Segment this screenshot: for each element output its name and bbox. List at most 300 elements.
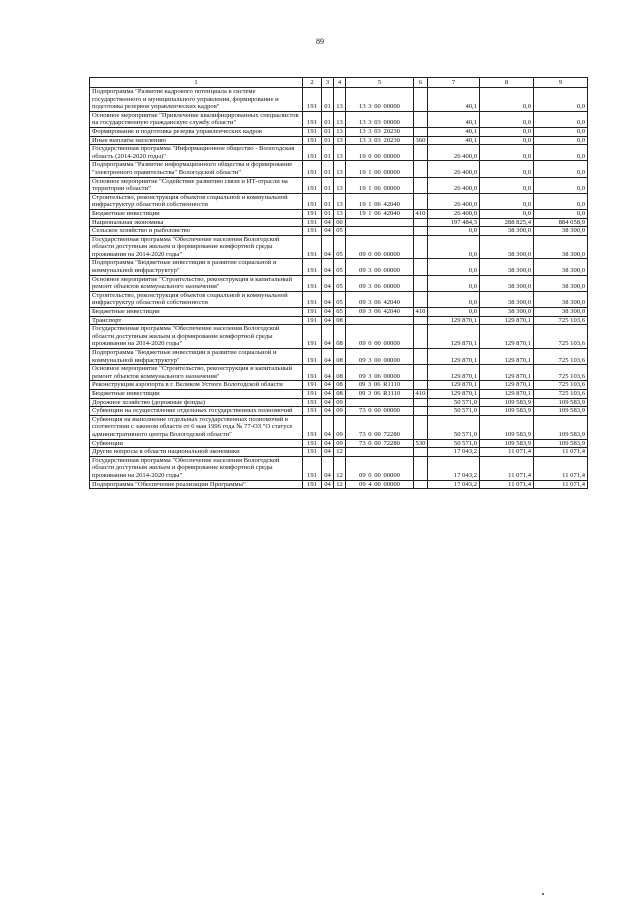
row-amount-2018: 0,0 <box>428 227 480 236</box>
row-amount-2020: 0,0 <box>534 209 588 218</box>
row-amount-2019: 11 071,4 <box>480 480 534 489</box>
row-name: Основное мероприятие "Строительство, реконструкция и капитальный ремонт объектов коммунального назначения" <box>90 275 303 291</box>
row-section: 01 <box>322 88 334 112</box>
table-row <box>90 161 588 177</box>
row-expense-type: 410 <box>414 389 428 398</box>
row-section: 01 <box>322 136 334 145</box>
table-row <box>90 193 588 209</box>
table-row <box>90 127 588 136</box>
row-subsection: 05 <box>334 235 346 259</box>
row-amount-2018: 129 870,1 <box>428 316 480 325</box>
row-expense-type <box>414 259 428 275</box>
row-amount-2020: 725 103,6 <box>534 365 588 381</box>
row-target-article <box>346 218 414 227</box>
row-grbs: 191 <box>303 308 322 317</box>
row-name: Иные выплаты населению <box>90 136 303 145</box>
row-amount-2018: 17 043,2 <box>428 456 480 480</box>
row-expense-type <box>414 381 428 390</box>
row-amount-2018: 0,0 <box>428 235 480 259</box>
table-row <box>90 398 588 407</box>
row-amount-2019: 109 583,9 <box>480 415 534 439</box>
row-amount-2020: 11 071,4 <box>534 480 588 489</box>
row-amount-2019: 38 300,0 <box>480 308 534 317</box>
row-name: Формирование и подготовка резерва управленческих кадров <box>90 127 303 136</box>
row-expense-type <box>414 127 428 136</box>
row-amount-2020: 0,0 <box>534 161 588 177</box>
row-amount-2018: 197 484,3 <box>428 218 480 227</box>
row-target-article: 09 0 00 00000 <box>346 235 414 259</box>
row-amount-2019: 129 870,1 <box>480 316 534 325</box>
row-amount-2019: 129 870,1 <box>480 349 534 365</box>
row-subsection: 05 <box>334 259 346 275</box>
row-amount-2018: 0,0 <box>428 308 480 317</box>
row-grbs: 191 <box>303 235 322 259</box>
table-row <box>90 177 588 193</box>
row-section: 04 <box>322 325 334 349</box>
row-amount-2019: 38 300,0 <box>480 259 534 275</box>
row-section: 04 <box>322 480 334 489</box>
table-row <box>90 235 588 259</box>
row-section: 04 <box>322 398 334 407</box>
row-name: Основное мероприятие "Содействие развитию связи и ИТ-отрасли на территории области" <box>90 177 303 193</box>
row-subsection: 12 <box>334 456 346 480</box>
row-target-article: 13 3 03 00000 <box>346 111 414 127</box>
row-name: Субвенция на выполнение отдельных государственных полномочий в соответствии с законом области от 6 мая 1996 года № 77-ОЗ "О статусе административного центра Вологодской области" <box>90 415 303 439</box>
row-target-article <box>346 227 414 236</box>
row-subsection: 05 <box>334 291 346 307</box>
row-target-article: 19 0 00 00000 <box>346 145 414 161</box>
row-expense-type <box>414 227 428 236</box>
row-amount-2018: 129 870,1 <box>428 325 480 349</box>
column-header: 3 <box>322 78 334 88</box>
row-amount-2019: 129 870,1 <box>480 389 534 398</box>
row-grbs: 191 <box>303 381 322 390</box>
row-amount-2018: 17 043,2 <box>428 448 480 457</box>
row-name: Государственная программа "Информационное общество - Вологодская область (2014-2020 годы)" <box>90 145 303 161</box>
row-subsection: 09 <box>334 439 346 448</box>
row-subsection: 08 <box>334 349 346 365</box>
row-name: Реконструкция аэропорта в г. Великом Устюге Вологодской области <box>90 381 303 390</box>
row-name: Государственная программа "Обеспечение населения Вологодской области доступным жильем и формирование комфортной среды проживания на 2014-2020 годы" <box>90 325 303 349</box>
row-subsection: 05 <box>334 227 346 236</box>
row-section: 04 <box>322 407 334 416</box>
row-subsection: 09 <box>334 407 346 416</box>
table-row <box>90 316 588 325</box>
row-expense-type <box>414 407 428 416</box>
row-amount-2018: 26 400,0 <box>428 145 480 161</box>
row-target-article: 09 3 06 42040 <box>346 308 414 317</box>
row-amount-2019: 0,0 <box>480 193 534 209</box>
row-amount-2020: 725 103,6 <box>534 349 588 365</box>
column-header: 5 <box>346 78 414 88</box>
row-section: 01 <box>322 209 334 218</box>
row-grbs: 191 <box>303 291 322 307</box>
row-amount-2020: 38 300,0 <box>534 227 588 236</box>
row-grbs: 191 <box>303 136 322 145</box>
row-amount-2020: 725 103,6 <box>534 389 588 398</box>
row-expense-type <box>414 161 428 177</box>
table-row <box>90 389 588 398</box>
row-amount-2019: 0,0 <box>480 209 534 218</box>
row-expense-type <box>414 325 428 349</box>
table-body <box>90 88 588 489</box>
row-grbs: 191 <box>303 145 322 161</box>
table-header-row <box>90 78 588 88</box>
row-amount-2020: 0,0 <box>534 136 588 145</box>
row-grbs: 191 <box>303 480 322 489</box>
row-amount-2018: 129 870,1 <box>428 381 480 390</box>
row-amount-2020: 109 583,9 <box>534 407 588 416</box>
row-name: Дорожное хозяйство (дорожные фонды) <box>90 398 303 407</box>
row-amount-2019: 0,0 <box>480 127 534 136</box>
row-name: Строительство, реконструкция объектов социальной и коммунальной инфраструктур областной собственности <box>90 291 303 307</box>
row-amount-2018: 129 870,1 <box>428 389 480 398</box>
row-expense-type <box>414 145 428 161</box>
row-target-article: 73 0 00 72280 <box>346 415 414 439</box>
row-target-article: 09 3 06 R1110 <box>346 389 414 398</box>
table-row <box>90 325 588 349</box>
table-row <box>90 111 588 127</box>
row-amount-2019: 0,0 <box>480 145 534 161</box>
row-amount-2019: 109 583,9 <box>480 439 534 448</box>
row-amount-2018: 40,1 <box>428 136 480 145</box>
row-target-article: 09 3 06 R1110 <box>346 381 414 390</box>
row-amount-2019: 0,0 <box>480 88 534 112</box>
row-amount-2019: 11 071,4 <box>480 456 534 480</box>
row-amount-2020: 725 103,6 <box>534 325 588 349</box>
row-name: Подпрограмма "Развитие информационного общества и формирование "электронного правительства" Вологодской области" <box>90 161 303 177</box>
row-grbs: 191 <box>303 177 322 193</box>
row-grbs: 191 <box>303 127 322 136</box>
row-amount-2019: 129 870,1 <box>480 381 534 390</box>
row-amount-2018: 50 571,0 <box>428 415 480 439</box>
row-expense-type <box>414 291 428 307</box>
row-expense-type: 410 <box>414 308 428 317</box>
row-target-article: 09 0 00 00000 <box>346 456 414 480</box>
row-target-article: 19 1 06 42040 <box>346 193 414 209</box>
budget-table <box>89 77 588 489</box>
row-amount-2018: 0,0 <box>428 259 480 275</box>
row-section: 01 <box>322 127 334 136</box>
row-subsection: 13 <box>334 127 346 136</box>
row-section: 04 <box>322 456 334 480</box>
row-amount-2019: 38 300,0 <box>480 291 534 307</box>
row-amount-2018: 26 400,0 <box>428 161 480 177</box>
row-target-article: 09 3 00 00000 <box>346 259 414 275</box>
row-amount-2018: 0,0 <box>428 275 480 291</box>
row-amount-2018: 26 400,0 <box>428 193 480 209</box>
row-expense-type <box>414 218 428 227</box>
row-section: 04 <box>322 316 334 325</box>
row-section: 04 <box>322 448 334 457</box>
row-name: Бюджетные инвестиции <box>90 308 303 317</box>
row-amount-2019: 0,0 <box>480 177 534 193</box>
row-grbs: 191 <box>303 193 322 209</box>
row-subsection: 09 <box>334 398 346 407</box>
table-row <box>90 448 588 457</box>
row-amount-2019: 38 300,0 <box>480 275 534 291</box>
row-target-article: 19 1 00 00000 <box>346 161 414 177</box>
row-amount-2019: 11 071,4 <box>480 448 534 457</box>
row-subsection: 13 <box>334 193 346 209</box>
row-target-article: 09 3 06 42040 <box>346 291 414 307</box>
row-subsection: 13 <box>334 161 346 177</box>
row-name: Государственная программа "Обеспечение населения Вологодской области доступным жильем и формирование комфортной среды проживания на 2014-2020 годы" <box>90 235 303 259</box>
row-section: 01 <box>322 161 334 177</box>
row-amount-2020: 0,0 <box>534 177 588 193</box>
row-amount-2019: 288 825,4 <box>480 218 534 227</box>
row-amount-2019: 38 300,0 <box>480 227 534 236</box>
row-target-article: 09 3 06 00000 <box>346 365 414 381</box>
row-name: Бюджетные инвестиции <box>90 389 303 398</box>
row-name: Транспорт <box>90 316 303 325</box>
row-name: Основное мероприятие "Привлечение квалифицированных специалистов на государственную гражданскую службу области" <box>90 111 303 127</box>
row-expense-type <box>414 365 428 381</box>
row-grbs: 191 <box>303 439 322 448</box>
row-grbs: 191 <box>303 111 322 127</box>
table-row <box>90 209 588 218</box>
row-section: 04 <box>322 235 334 259</box>
table-row <box>90 227 588 236</box>
row-target-article: 73 0 00 00000 <box>346 407 414 416</box>
row-amount-2018: 50 571,0 <box>428 407 480 416</box>
row-section: 04 <box>322 439 334 448</box>
row-amount-2018: 50 571,0 <box>428 439 480 448</box>
row-amount-2018: 40,1 <box>428 127 480 136</box>
row-section: 01 <box>322 111 334 127</box>
row-expense-type <box>414 480 428 489</box>
row-target-article: 13 3 03 20230 <box>346 136 414 145</box>
row-target-article: 09 4 00 00000 <box>346 480 414 489</box>
table-row <box>90 349 588 365</box>
row-expense-type <box>414 193 428 209</box>
row-name: Бюджетные инвестиции <box>90 209 303 218</box>
row-name: Подпрограмма "Бюджетные инвестиции в развитие социальной и коммунальной инфраструктур" <box>90 349 303 365</box>
row-amount-2020: 38 300,0 <box>534 308 588 317</box>
row-amount-2019: 129 870,1 <box>480 325 534 349</box>
table-row <box>90 415 588 439</box>
row-subsection: 13 <box>334 209 346 218</box>
row-amount-2018: 50 571,0 <box>428 398 480 407</box>
row-grbs: 191 <box>303 389 322 398</box>
row-grbs: 191 <box>303 259 322 275</box>
row-section: 04 <box>322 308 334 317</box>
row-amount-2020: 109 583,9 <box>534 415 588 439</box>
row-amount-2018: 129 870,1 <box>428 365 480 381</box>
row-subsection: 13 <box>334 145 346 161</box>
row-section: 04 <box>322 415 334 439</box>
row-subsection: 12 <box>334 480 346 489</box>
row-subsection: 12 <box>334 448 346 457</box>
row-subsection: 13 <box>334 111 346 127</box>
row-amount-2018: 0,0 <box>428 291 480 307</box>
row-subsection: 05 <box>334 308 346 317</box>
row-grbs: 191 <box>303 209 322 218</box>
row-subsection: 00 <box>334 218 346 227</box>
row-section: 01 <box>322 145 334 161</box>
row-expense-type <box>414 275 428 291</box>
table-row <box>90 456 588 480</box>
row-amount-2020: 11 071,4 <box>534 448 588 457</box>
row-section: 04 <box>322 365 334 381</box>
table-row <box>90 218 588 227</box>
row-amount-2020: 11 071,4 <box>534 456 588 480</box>
row-expense-type <box>414 448 428 457</box>
row-grbs: 191 <box>303 448 322 457</box>
row-subsection: 13 <box>334 177 346 193</box>
row-amount-2020: 725 103,6 <box>534 381 588 390</box>
row-amount-2020: 109 583,9 <box>534 439 588 448</box>
row-subsection: 08 <box>334 316 346 325</box>
row-name: Подпрограмма "Обеспечение реализации Программы" <box>90 480 303 489</box>
column-header: 6 <box>414 78 428 88</box>
row-expense-type <box>414 316 428 325</box>
row-name: Государственная программа "Обеспечение населения Вологодской области доступным жильем и формирование комфортной среды проживания на 2014-2020 годы" <box>90 456 303 480</box>
row-name: Субвенции на осуществление отдельных государственных полномочий <box>90 407 303 416</box>
column-header: 8 <box>480 78 534 88</box>
row-expense-type: 410 <box>414 209 428 218</box>
row-target-article: 19 1 06 00000 <box>346 177 414 193</box>
row-name: Национальная экономика <box>90 218 303 227</box>
row-grbs: 191 <box>303 349 322 365</box>
row-grbs: 191 <box>303 407 322 416</box>
row-amount-2020: 38 300,0 <box>534 291 588 307</box>
row-section: 01 <box>322 193 334 209</box>
row-expense-type <box>414 456 428 480</box>
row-subsection: 13 <box>334 88 346 112</box>
table-row <box>90 407 588 416</box>
row-target-article: 13 3 00 00000 <box>346 88 414 112</box>
row-grbs: 191 <box>303 316 322 325</box>
row-expense-type <box>414 111 428 127</box>
row-subsection: 05 <box>334 275 346 291</box>
row-amount-2018: 40,1 <box>428 88 480 112</box>
row-amount-2018: 129 870,1 <box>428 349 480 365</box>
row-section: 04 <box>322 218 334 227</box>
row-grbs: 191 <box>303 88 322 112</box>
row-expense-type <box>414 415 428 439</box>
row-expense-type: 530 <box>414 439 428 448</box>
table-row <box>90 439 588 448</box>
row-section: 04 <box>322 381 334 390</box>
row-amount-2019: 0,0 <box>480 111 534 127</box>
row-amount-2020: 0,0 <box>534 193 588 209</box>
row-amount-2020: 0,0 <box>534 111 588 127</box>
row-section: 01 <box>322 177 334 193</box>
row-grbs: 191 <box>303 365 322 381</box>
table-row <box>90 365 588 381</box>
table-row <box>90 145 588 161</box>
row-subsection: 09 <box>334 415 346 439</box>
row-target-article: 09 3 06 00000 <box>346 275 414 291</box>
row-amount-2020: 38 300,0 <box>534 235 588 259</box>
row-name: Основное мероприятие "Строительство, реконструкция и капитальный ремонт объектов коммунального назначения" <box>90 365 303 381</box>
row-amount-2020: 0,0 <box>534 145 588 161</box>
row-subsection: 08 <box>334 325 346 349</box>
row-subsection: 08 <box>334 381 346 390</box>
row-amount-2018: 40,1 <box>428 111 480 127</box>
table-row <box>90 381 588 390</box>
table-row <box>90 136 588 145</box>
row-expense-type <box>414 235 428 259</box>
row-name: Подпрограмма "Бюджетные инвестиции в развитие социальной и коммунальной инфраструктур" <box>90 259 303 275</box>
row-name: Подпрограмма "Развитие кадрового потенциала в системе государственного и муниципального управления, формирование и подготовка резервов управленческих кадров" <box>90 88 303 112</box>
row-grbs: 191 <box>303 218 322 227</box>
row-grbs: 191 <box>303 415 322 439</box>
table-row <box>90 480 588 489</box>
row-amount-2019: 0,0 <box>480 136 534 145</box>
row-amount-2020: 38 300,0 <box>534 259 588 275</box>
column-header: 9 <box>534 78 588 88</box>
row-grbs: 191 <box>303 398 322 407</box>
row-amount-2020: 109 583,9 <box>534 398 588 407</box>
column-header: 2 <box>303 78 322 88</box>
row-name: Строительство, реконструкция объектов социальной и коммунальной инфраструктур областной собственности <box>90 193 303 209</box>
row-amount-2018: 26 400,0 <box>428 177 480 193</box>
row-section: 04 <box>322 349 334 365</box>
row-expense-type <box>414 88 428 112</box>
table-row <box>90 88 588 112</box>
row-expense-type: 360 <box>414 136 428 145</box>
row-expense-type <box>414 177 428 193</box>
row-grbs: 191 <box>303 227 322 236</box>
row-amount-2020: 884 058,9 <box>534 218 588 227</box>
table-row <box>90 275 588 291</box>
row-name: Сельское хозяйство и рыболовство <box>90 227 303 236</box>
table-row <box>90 259 588 275</box>
row-target-article <box>346 398 414 407</box>
row-grbs: 191 <box>303 325 322 349</box>
row-grbs: 191 <box>303 456 322 480</box>
column-header: 4 <box>334 78 346 88</box>
column-header: 7 <box>428 78 480 88</box>
row-amount-2019: 109 583,9 <box>480 407 534 416</box>
row-target-article <box>346 448 414 457</box>
row-section: 04 <box>322 227 334 236</box>
row-amount-2019: 129 870,1 <box>480 365 534 381</box>
row-amount-2020: 0,0 <box>534 127 588 136</box>
scan-mark <box>542 893 544 895</box>
column-header: 1 <box>90 78 303 88</box>
row-target-article: 73 0 00 72280 <box>346 439 414 448</box>
table-row <box>90 308 588 317</box>
row-target-article <box>346 316 414 325</box>
row-name: Субвенции <box>90 439 303 448</box>
row-target-article: 09 3 00 00000 <box>346 349 414 365</box>
row-section: 04 <box>322 275 334 291</box>
row-amount-2020: 38 300,0 <box>534 275 588 291</box>
row-target-article: 19 1 06 42040 <box>346 209 414 218</box>
row-target-article: 13 3 03 20230 <box>346 127 414 136</box>
row-grbs: 191 <box>303 275 322 291</box>
row-subsection: 08 <box>334 365 346 381</box>
row-name: Другие вопросы в области национальной экономики <box>90 448 303 457</box>
row-expense-type <box>414 349 428 365</box>
row-section: 04 <box>322 259 334 275</box>
row-amount-2019: 0,0 <box>480 161 534 177</box>
row-section: 04 <box>322 389 334 398</box>
row-amount-2018: 26 400,0 <box>428 209 480 218</box>
row-amount-2018: 17 043,2 <box>428 480 480 489</box>
row-amount-2019: 38 300,0 <box>480 235 534 259</box>
row-grbs: 191 <box>303 161 322 177</box>
table-row <box>90 291 588 307</box>
row-expense-type <box>414 398 428 407</box>
row-amount-2020: 725 103,6 <box>534 316 588 325</box>
row-subsection: 13 <box>334 136 346 145</box>
row-subsection: 08 <box>334 389 346 398</box>
row-amount-2019: 109 583,9 <box>480 398 534 407</box>
